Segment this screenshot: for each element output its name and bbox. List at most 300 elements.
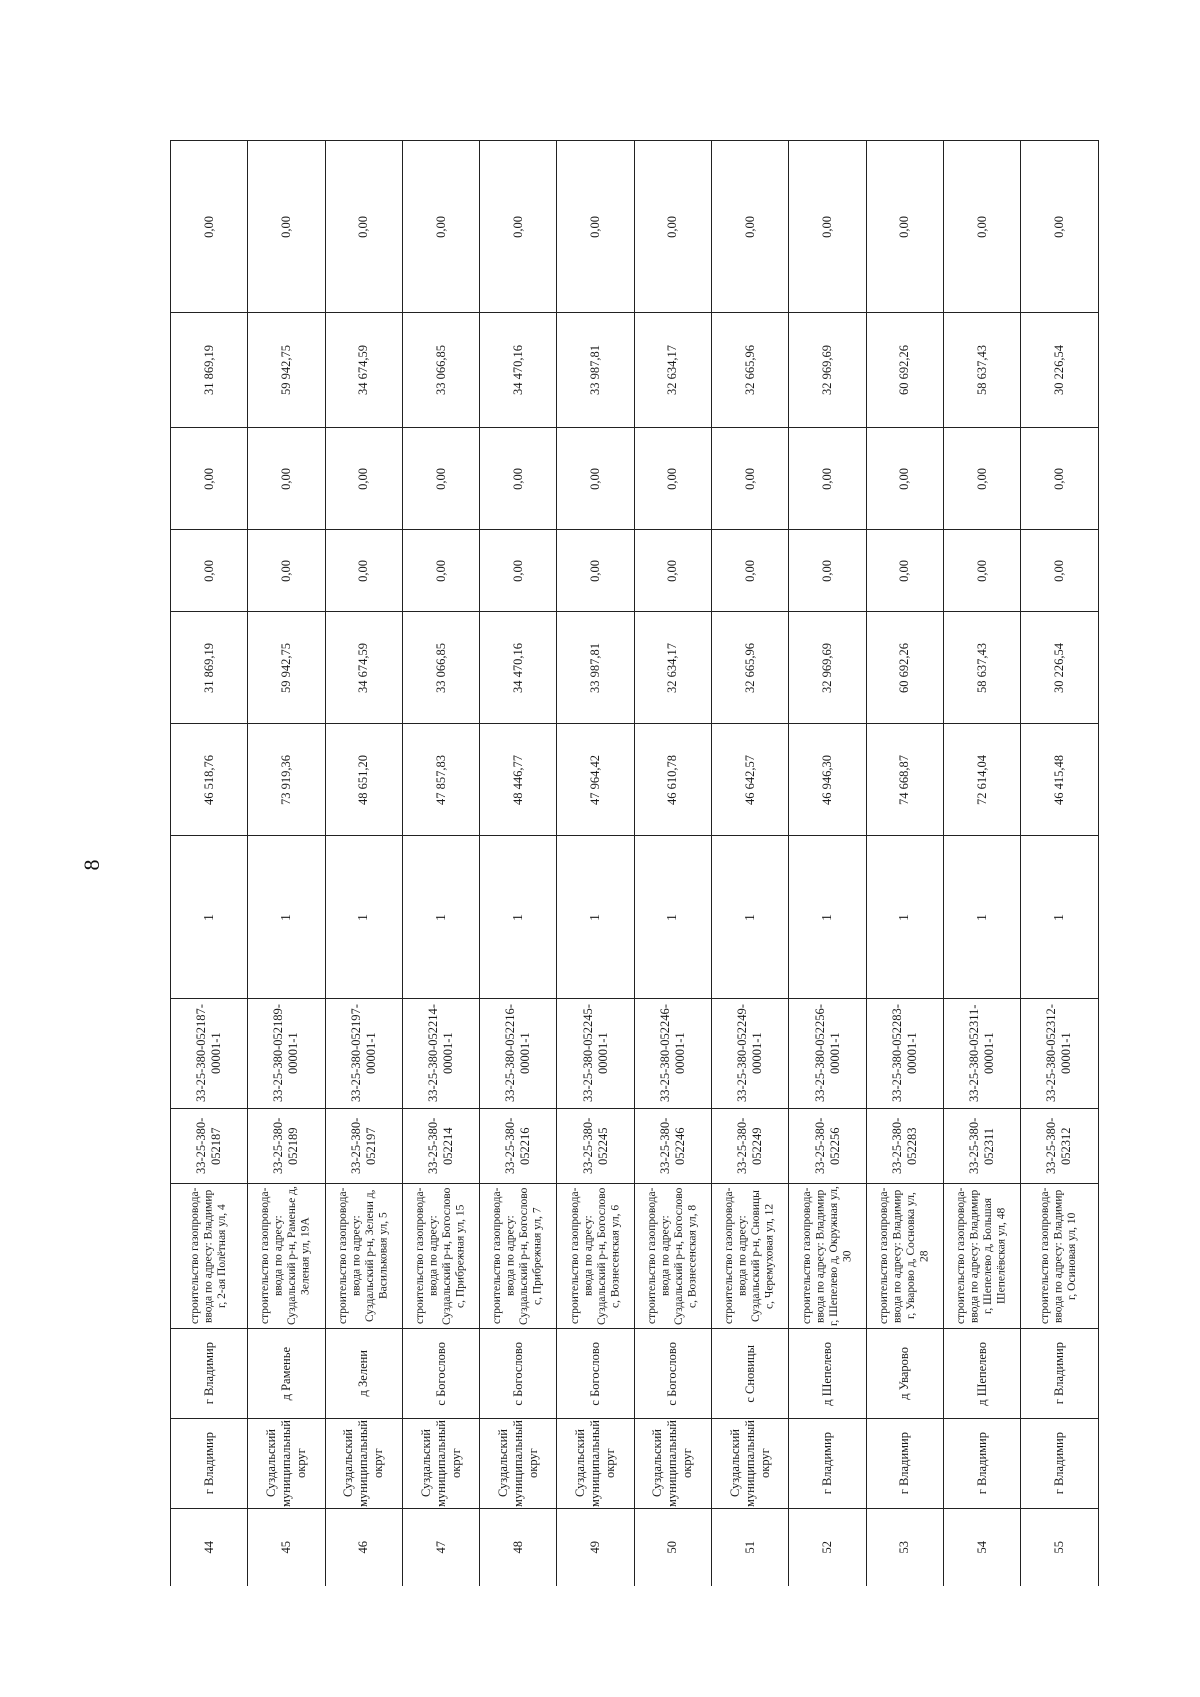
code-cell-text: 33-25-380-052216 (503, 1117, 533, 1175)
value-3-cell (326, 427, 402, 529)
description-cell (944, 1183, 1020, 1328)
cadastral-number-cell (480, 998, 556, 1108)
quantity-cell-text: 1 (1051, 913, 1067, 921)
cadastral-number-cell (403, 998, 479, 1108)
locality-cell-text: с Богослово (510, 1341, 525, 1406)
value-5-cell-text: 0,00 (433, 215, 448, 238)
quantity-cell (326, 835, 402, 998)
row-number-cell (789, 1508, 865, 1586)
value-3-cell (557, 427, 633, 529)
value-2-cell-text: 0,00 (665, 559, 680, 582)
quantity-cell (557, 835, 633, 998)
value-1-cell (635, 611, 711, 723)
total-cost-cell (480, 723, 556, 835)
value-1-cell (326, 611, 402, 723)
description-cell (712, 1183, 788, 1328)
description-cell (789, 1183, 865, 1328)
value-3-cell-text: 0,00 (742, 467, 757, 490)
value-1-cell-text: 33 066,85 (433, 642, 448, 693)
value-2-cell (867, 529, 943, 611)
code-cell (867, 1108, 943, 1183)
table-row (1021, 141, 1098, 1586)
cadastral-number-cell-text: 33-25-380-052256-00001-1 (812, 1004, 842, 1103)
quantity-cell (789, 835, 865, 998)
code-cell-text: 33-25-380-052246 (657, 1117, 687, 1175)
total-cost-cell (171, 723, 247, 835)
table-row (789, 141, 866, 1586)
value-4-cell-text: 33 066,85 (433, 345, 448, 395)
quantity-cell-text: 1 (974, 913, 990, 921)
district-cell-text: г Владимир (201, 1432, 216, 1495)
total-cost-cell-text: 46 415,48 (1051, 754, 1066, 805)
description-cell-text: строительство газопровода-ввода по адресу: Владимир г, Шепелево д, Окружная ул, 30 (800, 1186, 854, 1326)
value-1-cell-text: 32 969,69 (820, 642, 835, 693)
value-3-cell-text: 0,00 (665, 467, 680, 490)
description-cell (326, 1183, 402, 1328)
total-cost-cell-text: 74 668,87 (897, 754, 912, 805)
quantity-cell (248, 835, 324, 998)
district-cell-text: г Владимир (897, 1432, 912, 1495)
code-cell-text: 33-25-380-052256 (812, 1117, 842, 1175)
quantity-cell (944, 835, 1020, 998)
quantity-cell-text: 1 (820, 913, 836, 921)
locality-cell (326, 1328, 402, 1418)
locality-cell (480, 1328, 556, 1418)
value-4-cell-text: 58 637,43 (974, 345, 989, 395)
value-2-cell-text: 0,00 (897, 559, 912, 582)
district-cell-text: Суздальский муниципальный округ (341, 1420, 386, 1507)
code-cell (557, 1108, 633, 1183)
quantity-cell-text: 1 (588, 913, 604, 921)
value-3-cell (403, 427, 479, 529)
locality-cell-text: д Шепелево (974, 1341, 989, 1406)
value-4-cell-text: 32 665,96 (742, 345, 757, 395)
district-cell-text: Суздальский муниципальный округ (727, 1420, 772, 1507)
total-cost-cell (248, 723, 324, 835)
cadastral-number-cell (712, 998, 788, 1108)
code-cell-text: 33-25-380-052311 (967, 1117, 997, 1175)
district-cell (557, 1418, 633, 1508)
value-3-cell-text: 0,00 (820, 467, 835, 490)
district-cell (171, 1418, 247, 1508)
quantity-cell-text: 1 (278, 913, 294, 921)
value-2-cell (326, 529, 402, 611)
row-number-cell-text: 51 (742, 1541, 757, 1554)
description-cell-text: строительство газопровода-ввода по адресу: Владимир г, Уварово д, Сосновка ул, 28 (877, 1187, 931, 1325)
value-3-cell (867, 427, 943, 529)
cadastral-number-cell (171, 998, 247, 1108)
locality-cell-text: д Шепелево (820, 1341, 835, 1406)
district-cell (480, 1418, 556, 1508)
value-4-cell (403, 312, 479, 427)
value-5-cell (789, 141, 865, 312)
value-4-cell-text: 33 987,81 (588, 345, 603, 395)
description-cell-text: строительство газопровода-ввода по адресу: Суздальский р-н, Богослово с, Прибрежная ул, 7 (491, 1187, 544, 1325)
value-5-cell (867, 141, 943, 312)
table-row (712, 141, 789, 1586)
value-5-cell (1021, 141, 1097, 312)
value-1-cell (557, 611, 633, 723)
total-cost-cell-text: 48 651,20 (356, 754, 371, 805)
value-4-cell-text: 31 869,19 (201, 345, 216, 395)
description-cell-text: строительство газопровода-ввода по адресу: Владимир г, 2-ая Полётная ул, 4 (188, 1187, 228, 1325)
value-2-cell-text: 0,00 (742, 559, 757, 582)
locality-cell (171, 1328, 247, 1418)
value-5-cell-text: 0,00 (665, 215, 680, 238)
code-cell-text: 33-25-380-052187 (194, 1117, 224, 1175)
value-2-cell (635, 529, 711, 611)
table-row (480, 141, 557, 1586)
value-3-cell-text: 0,00 (897, 467, 912, 490)
value-1-cell (944, 611, 1020, 723)
district-cell-text: Суздальский муниципальный округ (418, 1420, 463, 1507)
district-cell-text: Суздальский муниципальный округ (573, 1420, 618, 1507)
value-1-cell-text: 60 692,26 (897, 642, 912, 693)
quantity-cell (1021, 835, 1097, 998)
locality-cell-text: д Раменье (278, 1346, 293, 1401)
locality-cell-text: г Владимир (1051, 1342, 1066, 1405)
value-3-cell (789, 427, 865, 529)
cadastral-number-cell-text: 33-25-380-052283-00001-1 (889, 1004, 919, 1103)
quantity-cell (712, 835, 788, 998)
cadastral-number-cell-text: 33-25-380-052312-00001-1 (1044, 1004, 1074, 1103)
cadastral-number-cell (557, 998, 633, 1108)
total-cost-cell (712, 723, 788, 835)
locality-cell (248, 1328, 324, 1418)
value-4-cell-text: 30 226,54 (1051, 345, 1066, 395)
cadastral-number-cell-text: 33-25-380-052197-00001-1 (348, 1004, 378, 1103)
value-2-cell (789, 529, 865, 611)
value-4-cell (326, 312, 402, 427)
locality-cell (789, 1328, 865, 1418)
value-1-cell-text: 33 987,81 (588, 642, 603, 693)
total-cost-cell-text: 73 919,36 (278, 754, 293, 805)
value-5-cell (248, 141, 324, 312)
description-cell (635, 1183, 711, 1328)
total-cost-cell-text: 48 446,77 (510, 754, 525, 805)
locality-cell (557, 1328, 633, 1418)
description-cell-text: строительство газопровода-ввода по адресу: Суздальский р-н, Богослово с, Вознесенская ул, 8 (645, 1187, 699, 1325)
value-4-cell (248, 312, 324, 427)
value-1-cell-text: 32 634,17 (665, 642, 680, 693)
page-number: 8 (79, 859, 104, 871)
total-cost-cell (326, 723, 402, 835)
value-3-cell (480, 427, 556, 529)
value-4-cell (635, 312, 711, 427)
value-2-cell-text: 0,00 (510, 559, 525, 582)
code-cell (1021, 1108, 1097, 1183)
description-cell-text: строительство газопровода-ввода по адресу: Суздальский р-н, Зелени д, Васильковая ул, 5 (336, 1187, 390, 1325)
value-2-cell-text: 0,00 (588, 559, 603, 582)
description-cell (557, 1183, 633, 1328)
value-4-cell (944, 312, 1020, 427)
value-1-cell-text: 31 869,19 (201, 642, 216, 693)
quantity-cell-text: 1 (742, 913, 758, 921)
code-cell (712, 1108, 788, 1183)
code-cell (480, 1108, 556, 1183)
value-4-cell (557, 312, 633, 427)
value-5-cell (635, 141, 711, 312)
value-5-cell-text: 0,00 (1051, 215, 1066, 238)
value-2-cell-text: 0,00 (201, 559, 216, 582)
quantity-cell (867, 835, 943, 998)
value-1-cell (480, 611, 556, 723)
code-cell-text: 33-25-380-052197 (348, 1117, 378, 1175)
code-cell (944, 1108, 1020, 1183)
row-number-cell-text: 46 (356, 1541, 371, 1554)
cadastral-number-cell-text: 33-25-380-052245-00001-1 (580, 1004, 610, 1103)
value-3-cell-text: 0,00 (278, 467, 293, 490)
row-number-cell-text: 55 (1051, 1541, 1066, 1554)
locality-cell-text: г Владимир (201, 1342, 216, 1405)
code-cell-text: 33-25-380-052312 (1044, 1117, 1074, 1175)
district-cell-text: г Владимир (974, 1432, 989, 1495)
row-number-cell (712, 1508, 788, 1586)
value-4-cell-text: 34 470,16 (510, 345, 525, 395)
value-1-cell (789, 611, 865, 723)
value-3-cell (635, 427, 711, 529)
quantity-cell (635, 835, 711, 998)
value-2-cell (557, 529, 633, 611)
quantity-cell-text: 1 (510, 913, 526, 921)
value-2-cell (171, 529, 247, 611)
description-cell (867, 1183, 943, 1328)
locality-cell-text: д Зелени (356, 1350, 371, 1397)
data-table (170, 140, 1099, 1586)
value-3-cell-text: 0,00 (1051, 467, 1066, 490)
value-1-cell (171, 611, 247, 723)
locality-cell (403, 1328, 479, 1418)
cadastral-number-cell-text: 33-25-380-052249-00001-1 (735, 1004, 765, 1103)
value-1-cell-text: 34 674,59 (356, 642, 371, 693)
value-3-cell (712, 427, 788, 529)
value-4-cell-text: 59 942,75 (278, 345, 293, 395)
quantity-cell-text: 1 (356, 913, 372, 921)
district-cell (944, 1418, 1020, 1508)
total-cost-cell (789, 723, 865, 835)
district-cell (712, 1418, 788, 1508)
district-cell-text: Суздальский муниципальный округ (263, 1420, 308, 1507)
value-3-cell (171, 427, 247, 529)
value-2-cell (480, 529, 556, 611)
total-cost-cell (557, 723, 633, 835)
value-5-cell (944, 141, 1020, 312)
code-cell (171, 1108, 247, 1183)
quantity-cell (171, 835, 247, 998)
value-2-cell (712, 529, 788, 611)
row-number-cell-text: 48 (510, 1541, 525, 1554)
row-number-cell (248, 1508, 324, 1586)
district-cell (1021, 1418, 1097, 1508)
row-number-cell-text: 52 (820, 1541, 835, 1554)
cadastral-number-cell-text: 33-25-380-052214-00001-1 (426, 1004, 456, 1103)
description-cell-text: строительство газопровода-ввода по адресу: Суздальский р-н, Богослово с, Прибрежная ул, 15 (414, 1187, 467, 1325)
value-4-cell (1021, 312, 1097, 427)
district-cell-text: Суздальский муниципальный округ (495, 1420, 540, 1507)
value-3-cell-text: 0,00 (433, 467, 448, 490)
row-number-cell-text: 49 (588, 1541, 603, 1554)
code-cell (326, 1108, 402, 1183)
value-5-cell-text: 0,00 (742, 215, 757, 238)
row-number-cell (171, 1508, 247, 1586)
value-3-cell-text: 0,00 (510, 467, 525, 490)
value-1-cell (1021, 611, 1097, 723)
value-4-cell (480, 312, 556, 427)
row-number-cell-text: 45 (278, 1541, 293, 1554)
district-cell-text: г Владимир (1051, 1432, 1066, 1495)
code-cell-text: 33-25-380-052214 (426, 1117, 456, 1175)
quantity-cell (403, 835, 479, 998)
value-4-cell (171, 312, 247, 427)
code-cell (635, 1108, 711, 1183)
value-5-cell (326, 141, 402, 312)
cadastral-number-cell (326, 998, 402, 1108)
cadastral-number-cell-text: 33-25-380-052246-00001-1 (657, 1004, 687, 1103)
cadastral-number-cell (789, 998, 865, 1108)
value-3-cell-text: 0,00 (356, 467, 371, 490)
value-2-cell-text: 0,00 (278, 559, 293, 582)
value-5-cell (171, 141, 247, 312)
row-number-cell-text: 54 (974, 1541, 989, 1554)
description-cell (480, 1183, 556, 1328)
locality-cell (1021, 1328, 1097, 1418)
description-cell (403, 1183, 479, 1328)
description-cell-text: строительство газопровода-ввода по адресу: Суздальский р-н, Раменье д, Зеленая ул, 19А (259, 1186, 312, 1326)
cadastral-number-cell (635, 998, 711, 1108)
code-cell-text: 33-25-380-052189 (271, 1117, 301, 1175)
description-cell-text: строительство газопровода-ввода по адресу: Суздальский р-н, Сновицы с, Черемуховая ул, 12 (723, 1187, 776, 1325)
row-number-cell (403, 1508, 479, 1586)
value-5-cell-text: 0,00 (820, 215, 835, 238)
value-4-cell-text: 32 634,17 (665, 345, 680, 395)
quantity-cell (480, 835, 556, 998)
value-5-cell-text: 0,00 (588, 215, 603, 238)
cadastral-number-cell-text: 33-25-380-052216-00001-1 (503, 1004, 533, 1103)
code-cell (403, 1108, 479, 1183)
total-cost-cell (944, 723, 1020, 835)
total-cost-cell (635, 723, 711, 835)
value-2-cell-text: 0,00 (820, 559, 835, 582)
value-1-cell (712, 611, 788, 723)
value-2-cell (248, 529, 324, 611)
value-2-cell-text: 0,00 (356, 559, 371, 582)
value-2-cell-text: 0,00 (433, 559, 448, 582)
quantity-cell-text: 1 (433, 913, 449, 921)
table-row (867, 141, 944, 1586)
code-cell-text: 33-25-380-052283 (889, 1117, 919, 1175)
value-5-cell (480, 141, 556, 312)
row-number-cell (1021, 1508, 1097, 1586)
code-cell (789, 1108, 865, 1183)
value-4-cell (712, 312, 788, 427)
value-3-cell-text: 0,00 (588, 467, 603, 490)
total-cost-cell-text: 72 614,04 (974, 754, 989, 805)
value-5-cell-text: 0,00 (897, 215, 912, 238)
locality-cell-text: с Богослово (433, 1341, 448, 1406)
value-4-cell-text: 32 969,69 (820, 345, 835, 395)
total-cost-cell-text: 47 857,83 (433, 754, 448, 805)
total-cost-cell-text: 47 964,42 (588, 754, 603, 805)
total-cost-cell (867, 723, 943, 835)
code-cell (248, 1108, 324, 1183)
quantity-cell-text: 1 (665, 913, 681, 921)
description-cell-text: строительство газопровода-ввода по адресу: Суздальский р-н, Богослово с, Вознесенская ул, 6 (568, 1187, 622, 1325)
value-1-cell-text: 30 226,54 (1051, 642, 1066, 693)
district-cell (867, 1418, 943, 1508)
value-5-cell-text: 0,00 (510, 215, 525, 238)
value-1-cell-text: 58 637,43 (974, 642, 989, 693)
value-4-cell-text: 60 692,26 (897, 345, 912, 395)
row-number-cell (867, 1508, 943, 1586)
value-2-cell (944, 529, 1020, 611)
value-3-cell-text: 0,00 (974, 467, 989, 490)
cadastral-number-cell (248, 998, 324, 1108)
table-row (248, 141, 325, 1586)
district-cell (635, 1418, 711, 1508)
value-3-cell (944, 427, 1020, 529)
locality-cell-text: с Богослово (588, 1341, 603, 1406)
row-number-cell (944, 1508, 1020, 1586)
value-2-cell-text: 0,00 (974, 559, 989, 582)
value-1-cell (867, 611, 943, 723)
quantity-cell-text: 1 (201, 913, 217, 921)
table-row (557, 141, 634, 1586)
value-1-cell-text: 32 665,96 (742, 642, 757, 693)
row-number-cell (326, 1508, 402, 1586)
locality-cell (867, 1328, 943, 1418)
locality-cell (944, 1328, 1020, 1418)
cadastral-number-cell (867, 998, 943, 1108)
district-cell (403, 1418, 479, 1508)
value-5-cell-text: 0,00 (278, 215, 293, 238)
locality-cell (712, 1328, 788, 1418)
row-number-cell (480, 1508, 556, 1586)
row-number-cell (557, 1508, 633, 1586)
value-3-cell (248, 427, 324, 529)
locality-cell-text: с Богослово (665, 1341, 680, 1406)
value-5-cell-text: 0,00 (201, 215, 216, 238)
value-2-cell-text: 0,00 (1051, 559, 1066, 582)
cadastral-number-cell-text: 33-25-380-052189-00001-1 (271, 1004, 301, 1103)
district-cell (248, 1418, 324, 1508)
row-number-cell-text: 47 (433, 1541, 448, 1554)
code-cell-text: 33-25-380-052249 (735, 1117, 765, 1175)
value-4-cell (789, 312, 865, 427)
description-cell (1021, 1183, 1097, 1328)
code-cell-text: 33-25-380-052245 (580, 1117, 610, 1175)
description-cell-text: строительство газопровода-ввода по адресу: Владимир г, Осиновая ул, 10 (1039, 1187, 1079, 1325)
value-5-cell (712, 141, 788, 312)
value-4-cell (867, 312, 943, 427)
cadastral-number-cell (1021, 998, 1097, 1108)
value-2-cell (403, 529, 479, 611)
total-cost-cell-text: 46 518,76 (201, 754, 216, 805)
total-cost-cell (1021, 723, 1097, 835)
locality-cell-text: д Уварово (897, 1347, 912, 1400)
value-4-cell-text: 34 674,59 (356, 345, 371, 395)
value-5-cell (403, 141, 479, 312)
description-cell-text: строительство газопровода-ввода по адресу: Владимир г, Шепелево д, Большая Шепелёвская ул, 48 (955, 1187, 1008, 1325)
total-cost-cell-text: 46 610,78 (665, 754, 680, 805)
value-3-cell-text: 0,00 (201, 467, 216, 490)
value-1-cell (248, 611, 324, 723)
quantity-cell-text: 1 (897, 913, 913, 921)
district-cell-text: г Владимир (820, 1432, 835, 1495)
row-number-cell-text: 44 (201, 1541, 216, 1554)
cadastral-number-cell-text: 33-25-380-052187-00001-1 (194, 1004, 224, 1103)
row-number-cell-text: 53 (897, 1541, 912, 1554)
value-5-cell-text: 0,00 (974, 215, 989, 238)
